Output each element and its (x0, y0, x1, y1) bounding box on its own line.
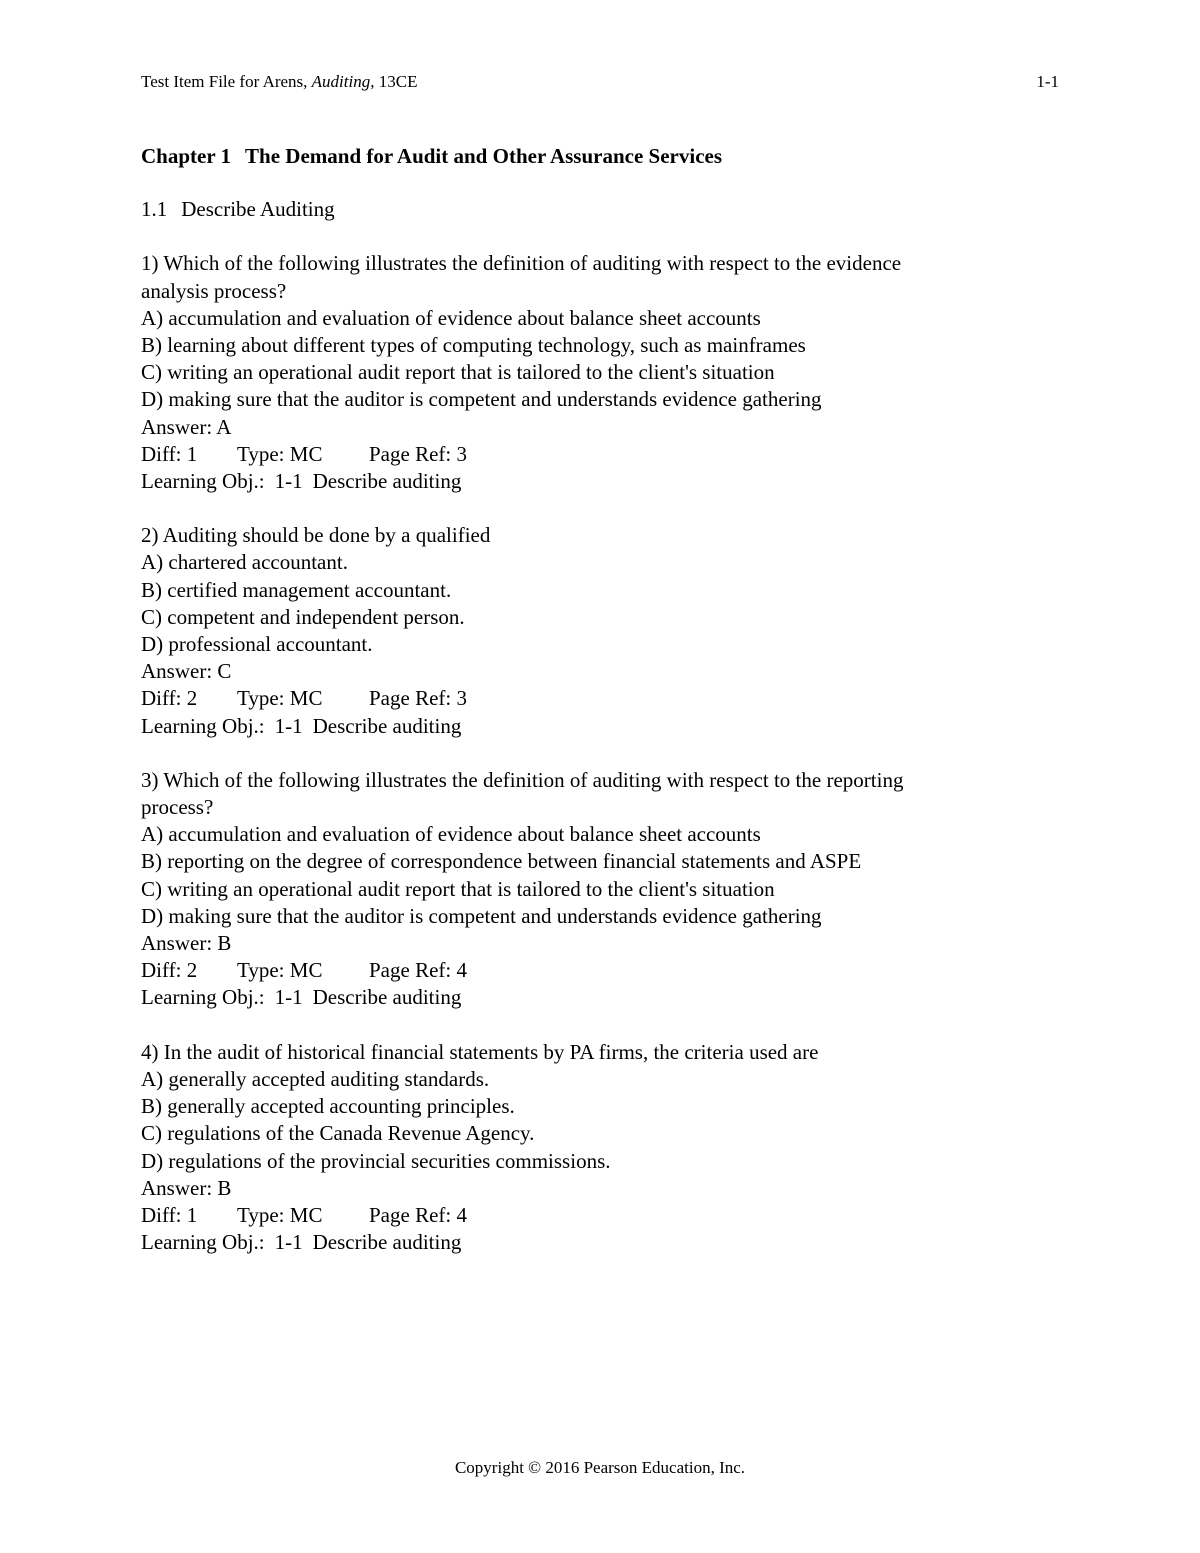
learning-objective-text: Describe auditing (312, 1230, 462, 1255)
difficulty: Diff: 2 (141, 686, 198, 711)
answer-option: B) reporting on the degree of correspondence between financial statements and ASPE (141, 849, 862, 874)
answer-key: Answer: C (141, 659, 232, 684)
page-header (141, 72, 1059, 96)
page-reference: Page Ref: 4 (369, 1202, 467, 1227)
learning-objective-text: Describe auditing (312, 985, 462, 1010)
question-metadata (141, 1202, 1041, 1229)
document-body (141, 143, 1041, 1283)
copyright-footer: Copyright © 2016 Pearson Education, Inc. (454, 1458, 746, 1477)
answer-option: A) chartered accountant. (141, 550, 348, 575)
answer-key: Answer: B (141, 931, 232, 956)
learning-objective-code: 1-1 (274, 985, 303, 1010)
chapter-number: Chapter 1 (141, 144, 232, 168)
page-reference: Page Ref: 4 (369, 958, 467, 983)
answer-option: A) accumulation and evaluation of evidence about balance sheet accounts (141, 305, 761, 330)
question-item (141, 767, 1041, 1012)
answer-option: D) making sure that the auditor is competent and understands evidence gathering (141, 387, 822, 412)
question-item (141, 522, 1041, 740)
answer-option: C) competent and independent person. (141, 604, 465, 629)
chapter-title: The Demand for Audit and Other Assurance Services (245, 144, 723, 168)
running-title (141, 72, 417, 92)
answer-option: C) regulations of the Canada Revenue Agency. (141, 1121, 535, 1146)
learning-objective-text: Describe auditing (312, 713, 462, 738)
answer-option: B) learning about different types of computing technology, such as mainframes (141, 333, 806, 358)
page-number: 1-1 (1036, 72, 1059, 91)
question-stem: 4) In the audit of historical financial statements by PA firms, the criteria used are (141, 1039, 819, 1064)
learning-objective (141, 468, 1041, 495)
answer-key: Answer: A (141, 414, 232, 439)
question-metadata (141, 957, 1041, 984)
difficulty: Diff: 2 (141, 958, 198, 983)
answer-option: C) writing an operational audit report that is tailored to the client's situation (141, 876, 775, 901)
question-list (141, 250, 1041, 1256)
answer-key: Answer: B (141, 1175, 232, 1200)
learning-objective (141, 984, 1041, 1011)
section-number: 1.1 (141, 197, 168, 222)
learning-objective-label: Learning Obj.: (141, 1230, 265, 1255)
learning-objective-label: Learning Obj.: (141, 985, 265, 1010)
chapter-heading (141, 143, 1041, 170)
answer-option: D) professional accountant. (141, 632, 373, 657)
learning-objective-label: Learning Obj.: (141, 713, 265, 738)
learning-objective-code: 1-1 (274, 713, 303, 738)
running-title-suffix: , 13CE (370, 72, 418, 91)
answer-option: B) certified management accountant. (141, 577, 452, 602)
page-reference: Page Ref: 3 (369, 686, 467, 711)
learning-objective-code: 1-1 (274, 469, 303, 494)
book-title: Auditing (311, 72, 371, 91)
question-stem: process? (141, 795, 214, 820)
learning-objective-text: Describe auditing (312, 469, 462, 494)
page-reference: Page Ref: 3 (369, 441, 467, 466)
answer-option: D) regulations of the provincial securities commissions. (141, 1148, 611, 1173)
question-type: Type: MC (237, 958, 323, 983)
learning-objective-code: 1-1 (274, 1230, 303, 1255)
learning-objective-label: Learning Obj.: (141, 469, 265, 494)
question-metadata (141, 441, 1041, 468)
answer-option: D) making sure that the auditor is competent and understands evidence gathering (141, 903, 822, 928)
question-type: Type: MC (237, 441, 323, 466)
question-stem: 3) Which of the following illustrates the definition of auditing with respect to the reporting (141, 767, 904, 792)
difficulty: Diff: 1 (141, 1202, 198, 1227)
learning-objective (141, 713, 1041, 740)
question-stem: 1) Which of the following illustrates the definition of auditing with respect to the evidence (141, 251, 902, 276)
section-heading (141, 196, 1041, 223)
question-item (141, 250, 1041, 495)
answer-option: C) writing an operational audit report that is tailored to the client's situation (141, 360, 775, 385)
answer-option: B) generally accepted accounting principles. (141, 1094, 515, 1119)
answer-option: A) generally accepted auditing standards. (141, 1066, 490, 1091)
answer-option: A) accumulation and evaluation of evidence about balance sheet accounts (141, 822, 761, 847)
question-stem: analysis process? (141, 278, 287, 303)
learning-objective (141, 1229, 1041, 1256)
question-type: Type: MC (237, 686, 323, 711)
question-type: Type: MC (237, 1202, 323, 1227)
section-title: Describe Auditing (181, 197, 335, 222)
difficulty: Diff: 1 (141, 441, 198, 466)
question-stem: 2) Auditing should be done by a qualified (141, 523, 491, 548)
question-metadata (141, 685, 1041, 712)
question-item (141, 1039, 1041, 1257)
running-title-prefix: Test Item File for Arens, (141, 72, 312, 91)
